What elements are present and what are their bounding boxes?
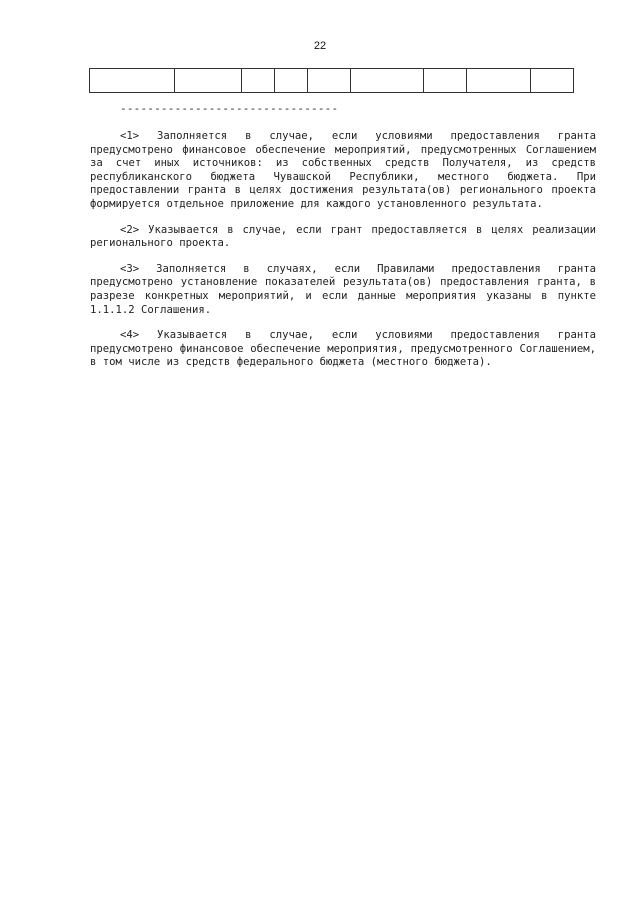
table-cell: [531, 69, 574, 93]
table-cell: [467, 69, 531, 93]
footnotes-section: [90, 130, 596, 382]
page-number: 22: [313, 40, 327, 52]
footnote-separator: --------------------------------: [120, 102, 339, 115]
table-cell: [90, 69, 175, 93]
table-cell: [275, 69, 308, 93]
table-cell: [175, 69, 242, 93]
footnote-3: <3> Заполняется в случаях, если Правилами предоставления гранта предусмотрено установление показателей результата(ов) предоставления гранта, в разрезе конкретных мероприятий, и если данные мероприятия указаны в пункте 1.1.1.2 Соглашения.: [90, 262, 596, 316]
footnote-1: <1> Заполняется в случае, если условиями предоставления гранта предусмотрено финансовое обеспечение мероприятий, предусмотренных Соглашением за счет иных источников: из собственных средств Получателя, из средств республиканского бюджета Чувашской Республики, местного бюджета. При предоставлении гранта в целях достижения результата(ов) регионального проекта формируется отдельное приложение для каждого установленного результата.: [90, 130, 596, 210]
table-cell: [308, 69, 351, 93]
table-cell: [424, 69, 467, 93]
footnote-4: <4> Указывается в случае, если условиями предоставления гранта предусмотрено финансовое обеспечение мероприятия, предусмотренного Соглашением, в том числе из средств федерального бюджета (местного бюджета).: [90, 329, 596, 369]
table-cell: [242, 69, 275, 93]
table-cell: [351, 69, 424, 93]
table-fragment: [89, 68, 573, 93]
footnote-2: <2> Указывается в случае, если грант предоставляется в целях реализации регионального проекта.: [90, 223, 596, 250]
table-row-empty: [89, 68, 574, 93]
